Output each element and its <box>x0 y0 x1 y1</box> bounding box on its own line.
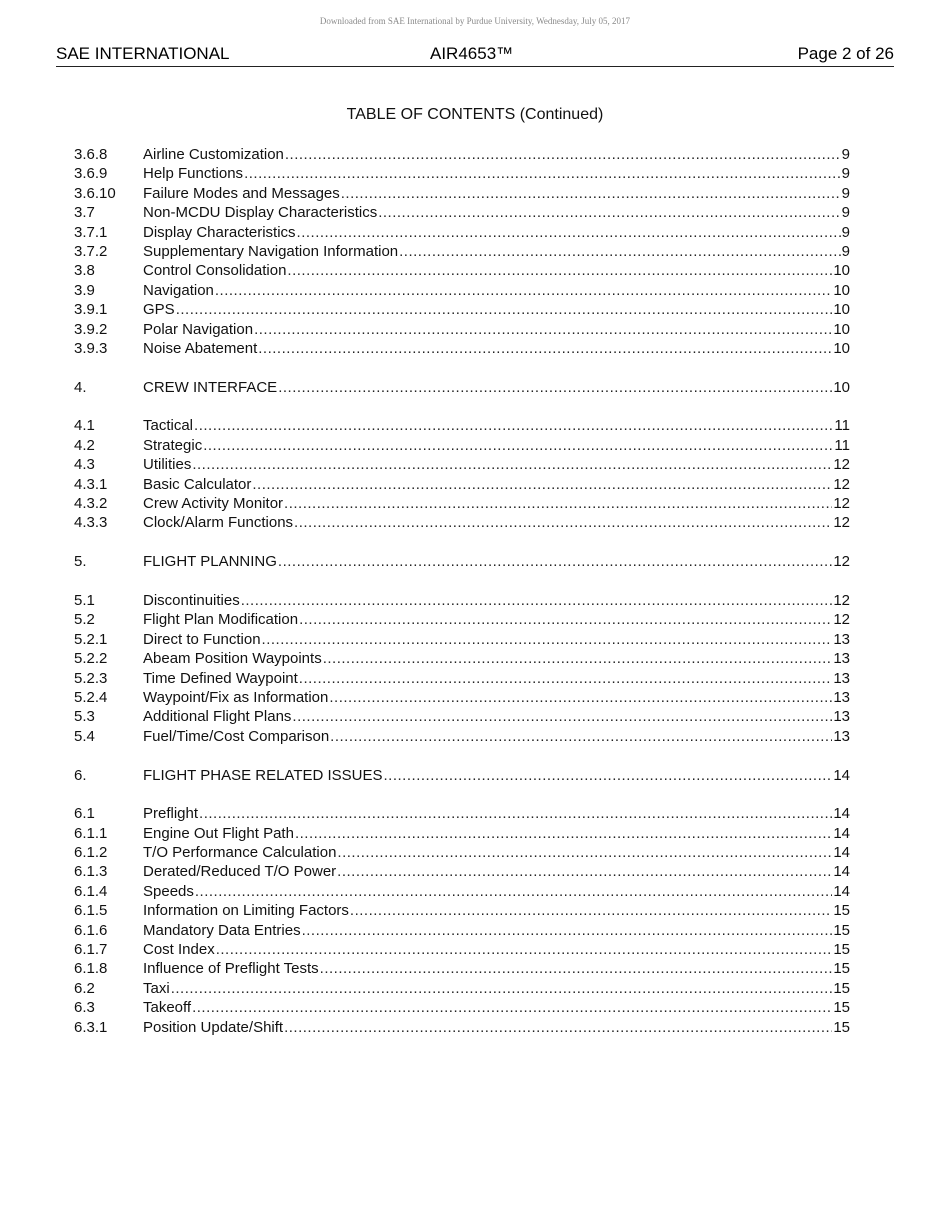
toc-entry-page: 14 <box>833 863 850 881</box>
toc-entry-page: 10 <box>833 281 850 299</box>
toc-dot-leader <box>171 979 833 998</box>
toc-entry-number: 3.6.10 <box>74 184 116 202</box>
toc-entry <box>74 727 850 746</box>
toc-dot-leader <box>378 203 840 222</box>
toc-entry-page: 10 <box>833 378 850 396</box>
toc-dot-leader <box>299 610 832 629</box>
toc-dot-leader <box>284 494 832 513</box>
toc-entry-page: 9 <box>841 204 850 222</box>
toc-entry-title: Crew Activity Monitor <box>143 495 284 513</box>
toc-entry-page: 14 <box>833 766 850 784</box>
toc-entry-page: 12 <box>833 495 850 513</box>
toc-entry-page: 13 <box>833 650 850 668</box>
toc-dot-leader <box>258 339 832 358</box>
toc-entry <box>74 707 850 726</box>
toc-entry-title: Cost Index <box>143 941 215 959</box>
toc-entry <box>74 436 850 455</box>
toc-dot-leader <box>203 436 833 455</box>
toc-entry-title: Clock/Alarm Functions <box>143 514 294 532</box>
toc-entry-title: Position Update/Shift <box>143 1018 284 1036</box>
toc-dot-leader <box>278 378 832 397</box>
toc-entry <box>74 378 850 397</box>
toc-entry <box>74 901 850 920</box>
toc-entry-page: 11 <box>834 417 850 435</box>
toc-entry-number: 6.2 <box>74 979 95 997</box>
toc-dot-leader <box>192 455 832 474</box>
toc-entry-number: 4.1 <box>74 417 95 435</box>
toc-entry-page: 9 <box>841 242 850 260</box>
toc-entry-number: 6.3 <box>74 999 95 1017</box>
page-header <box>56 44 894 67</box>
toc-entry-title: T/O Performance Calculation <box>143 844 337 862</box>
toc-entry <box>74 320 850 339</box>
toc-entry-number: 3.7.1 <box>74 223 108 241</box>
toc-entry-title: Control Consolidation <box>143 262 287 280</box>
toc-dot-leader <box>292 707 832 726</box>
toc-dot-leader <box>278 552 832 571</box>
toc-entry-number: 3.7 <box>74 204 95 222</box>
toc-entry-title: Engine Out Flight Path <box>143 824 294 842</box>
header-page-number: Page 2 of 26 <box>797 44 894 63</box>
toc-entry-title: Polar Navigation <box>143 320 254 338</box>
toc-entry-title: Failure Modes and Messages <box>143 184 340 202</box>
toc-entry <box>74 649 850 668</box>
toc-dot-leader <box>176 300 833 319</box>
toc-dot-leader <box>244 164 841 183</box>
toc-entry-title: Taxi <box>143 979 170 997</box>
toc-entry-title: Display Characteristics <box>143 223 296 241</box>
toc-entry <box>74 591 850 610</box>
toc-entry-page: 14 <box>833 805 850 823</box>
toc-entry <box>74 610 850 629</box>
toc-entry-number: 4.3.2 <box>74 495 108 513</box>
toc-entry <box>74 862 850 881</box>
toc-entry-title: GPS <box>143 301 175 319</box>
toc-entry <box>74 921 850 940</box>
toc-entry <box>74 164 850 183</box>
toc-entry-number: 3.7.2 <box>74 242 108 260</box>
toc-entry-title: Direct to Function <box>143 630 261 648</box>
toc-entry-page: 10 <box>833 262 850 280</box>
toc-entry-title: Supplementary Navigation Information <box>143 242 399 260</box>
toc-entry-page: 12 <box>833 611 850 629</box>
toc-entry-page: 9 <box>841 223 850 241</box>
toc-entry-title: Influence of Preflight Tests <box>143 960 319 978</box>
toc-entry-number: 6.1 <box>74 805 95 823</box>
toc-entry <box>74 475 850 494</box>
toc-dot-leader <box>284 1018 832 1037</box>
toc-dot-leader <box>287 261 832 280</box>
download-watermark: Downloaded from SAE International by Purdue University, Wednesday, July 05, 2017 <box>319 16 631 26</box>
toc-entry-number: 4.3.3 <box>74 514 108 532</box>
toc-entry <box>74 998 850 1017</box>
toc-entry-page: 10 <box>833 339 850 357</box>
toc-entry-page: 12 <box>833 475 850 493</box>
toc-entry-number: 5.4 <box>74 727 95 745</box>
toc-entry-number: 4.3 <box>74 456 95 474</box>
toc-entry-page: 10 <box>833 301 850 319</box>
toc-dot-leader <box>262 630 833 649</box>
toc-entry-title: Time Defined Waypoint <box>143 669 298 687</box>
toc-entry-title: Navigation <box>143 281 214 299</box>
toc-entry-number: 4. <box>74 378 87 396</box>
toc-dot-leader <box>384 766 833 785</box>
toc-entry-page: 13 <box>833 727 850 745</box>
toc-entry-page: 13 <box>833 630 850 648</box>
toc-entry-page: 12 <box>833 514 850 532</box>
toc-entry-number: 5.2.1 <box>74 630 108 648</box>
toc-entry <box>74 261 850 280</box>
toc-entry-title: Takeoff <box>143 999 192 1017</box>
toc-entry-number: 6.1.7 <box>74 941 108 959</box>
toc-dot-leader <box>295 824 832 843</box>
toc-dot-leader <box>215 281 832 300</box>
toc-entry-title: Discontinuities <box>143 591 240 609</box>
toc-entry-number: 6.1.6 <box>74 921 108 939</box>
toc-entry <box>74 455 850 474</box>
toc-entry-number: 6.1.1 <box>74 824 108 842</box>
toc-dot-leader <box>337 843 832 862</box>
toc-dot-leader <box>337 862 832 881</box>
toc-entry-page: 14 <box>833 844 850 862</box>
toc-entry-number: 3.9 <box>74 281 95 299</box>
toc-entry-title: Preflight <box>143 805 199 823</box>
toc-entry <box>74 959 850 978</box>
toc-dot-leader <box>194 416 833 435</box>
toc-entry-title: Information on Limiting Factors <box>143 902 349 920</box>
toc-entry-title: FLIGHT PLANNING <box>143 553 277 571</box>
toc-entry-number: 5.1 <box>74 591 95 609</box>
toc-entry <box>74 145 850 164</box>
toc-dot-leader <box>329 688 832 707</box>
toc-entry-title: Strategic <box>143 436 203 454</box>
toc-dot-leader <box>320 959 833 978</box>
toc-entry <box>74 940 850 959</box>
toc-entry-page: 9 <box>841 165 850 183</box>
toc-entry-title: Abeam Position Waypoints <box>143 650 322 668</box>
toc-entry-title: Fuel/Time/Cost Comparison <box>143 727 330 745</box>
toc-entry <box>74 766 850 785</box>
toc-entry-title: Additional Flight Plans <box>143 708 292 726</box>
header-document-id: AIR4653™ <box>430 44 514 63</box>
toc-entry-page: 15 <box>833 960 850 978</box>
toc-entry-title: Speeds <box>143 882 194 900</box>
toc-entry-page: 12 <box>833 553 850 571</box>
toc-entry <box>74 1018 850 1037</box>
toc-entry-title: CREW INTERFACE <box>143 378 278 396</box>
toc-entry-title: Non-MCDU Display Characteristics <box>143 204 378 222</box>
toc-entry-title: FLIGHT PHASE RELATED ISSUES <box>143 766 383 784</box>
toc-dot-leader <box>252 475 832 494</box>
toc-entry-page: 15 <box>833 1018 850 1036</box>
toc-entry-page: 14 <box>833 882 850 900</box>
toc-dot-leader <box>294 513 832 532</box>
toc-dot-leader <box>241 591 833 610</box>
toc-entry-number: 4.3.1 <box>74 475 108 493</box>
toc-entry-number: 3.8 <box>74 262 95 280</box>
toc-entry <box>74 552 850 571</box>
toc-dot-leader <box>341 184 841 203</box>
toc-entry-number: 3.9.3 <box>74 339 108 357</box>
toc-entry-number: 5.2 <box>74 611 95 629</box>
toc-entry-number: 5.2.4 <box>74 688 108 706</box>
toc-entry-page: 15 <box>833 999 850 1017</box>
toc-entry <box>74 300 850 319</box>
toc-entry-number: 5. <box>74 553 87 571</box>
toc-list <box>74 145 850 1037</box>
toc-dot-leader <box>192 998 832 1017</box>
toc-entry-page: 14 <box>833 824 850 842</box>
toc-entry-title: Help Functions <box>143 165 244 183</box>
toc-dot-leader <box>297 223 841 242</box>
toc-entry <box>74 494 850 513</box>
toc-entry-title: Airline Customization <box>143 146 284 163</box>
toc-entry <box>74 843 850 862</box>
toc-dot-leader <box>299 669 833 688</box>
toc-entry <box>74 184 850 203</box>
toc-entry-number: 6.1.8 <box>74 960 108 978</box>
toc-entry <box>74 281 850 300</box>
toc-entry-title: Basic Calculator <box>143 475 252 493</box>
toc-entry-title: Utilities <box>143 456 192 474</box>
toc-entry-title: Noise Abatement <box>143 339 258 357</box>
toc-entry <box>74 804 850 823</box>
toc-entry-number: 6.1.5 <box>74 902 108 920</box>
toc-entry-page: 10 <box>833 320 850 338</box>
toc-entry <box>74 339 850 358</box>
toc-dot-leader <box>285 145 841 164</box>
header-publisher: SAE INTERNATIONAL <box>56 44 230 63</box>
toc-entry <box>74 688 850 707</box>
toc-entry-number: 6.3.1 <box>74 1018 108 1036</box>
toc-entry-number: 6.1.2 <box>74 844 108 862</box>
toc-dot-leader <box>399 242 841 261</box>
toc-entry-page: 13 <box>833 669 850 687</box>
toc-entry <box>74 979 850 998</box>
toc-entry-page: 15 <box>833 941 850 959</box>
toc-dot-leader <box>195 882 832 901</box>
toc-entry <box>74 669 850 688</box>
toc-entry-number: 3.9.2 <box>74 320 108 338</box>
toc-entry <box>74 513 850 532</box>
toc-dot-leader <box>254 320 832 339</box>
toc-entry-page: 15 <box>833 921 850 939</box>
toc-entry <box>74 416 850 435</box>
toc-dot-leader <box>216 940 833 959</box>
toc-dot-leader <box>350 901 832 920</box>
toc-entry-number: 6.1.3 <box>74 863 108 881</box>
toc-dot-leader <box>302 921 833 940</box>
toc-entry-number: 6.1.4 <box>74 882 108 900</box>
toc-entry-page: 9 <box>841 184 850 202</box>
toc-entry <box>74 630 850 649</box>
toc-title: TABLE OF CONTENTS (Continued) <box>346 106 604 123</box>
toc-entry-number: 3.6.8 <box>74 146 108 163</box>
toc-entry-page: 9 <box>841 146 850 163</box>
toc-entry <box>74 223 850 242</box>
toc-entry-page: 13 <box>833 708 850 726</box>
toc-entry-title: Derated/Reduced T/O Power <box>143 863 337 881</box>
toc-entry <box>74 882 850 901</box>
toc-dot-leader <box>199 804 832 823</box>
toc-entry-number: 6. <box>74 766 87 784</box>
toc-dot-leader <box>330 727 832 746</box>
toc-entry-page: 11 <box>834 436 850 454</box>
toc-entry-title: Waypoint/Fix as Information <box>143 688 329 706</box>
toc-entry-number: 5.2.2 <box>74 650 108 668</box>
toc-dot-leader <box>323 649 833 668</box>
toc-entry-number: 3.6.9 <box>74 165 108 183</box>
toc-entry <box>74 824 850 843</box>
toc-entry-title: Flight Plan Modification <box>143 611 299 629</box>
toc-entry-title: Mandatory Data Entries <box>143 921 301 939</box>
toc-entry-page: 12 <box>833 456 850 474</box>
toc-entry-number: 5.2.3 <box>74 669 108 687</box>
toc-entry-number: 5.3 <box>74 708 95 726</box>
toc-entry-page: 15 <box>833 902 850 920</box>
toc-entry-page: 15 <box>833 979 850 997</box>
toc-entry-title: Tactical <box>143 417 194 435</box>
toc-entry-number: 4.2 <box>74 436 95 454</box>
toc-entry-page: 12 <box>833 591 850 609</box>
toc-entry-page: 13 <box>833 688 850 706</box>
toc-entry <box>74 242 850 261</box>
toc-entry <box>74 203 850 222</box>
toc-entry-number: 3.9.1 <box>74 301 108 319</box>
